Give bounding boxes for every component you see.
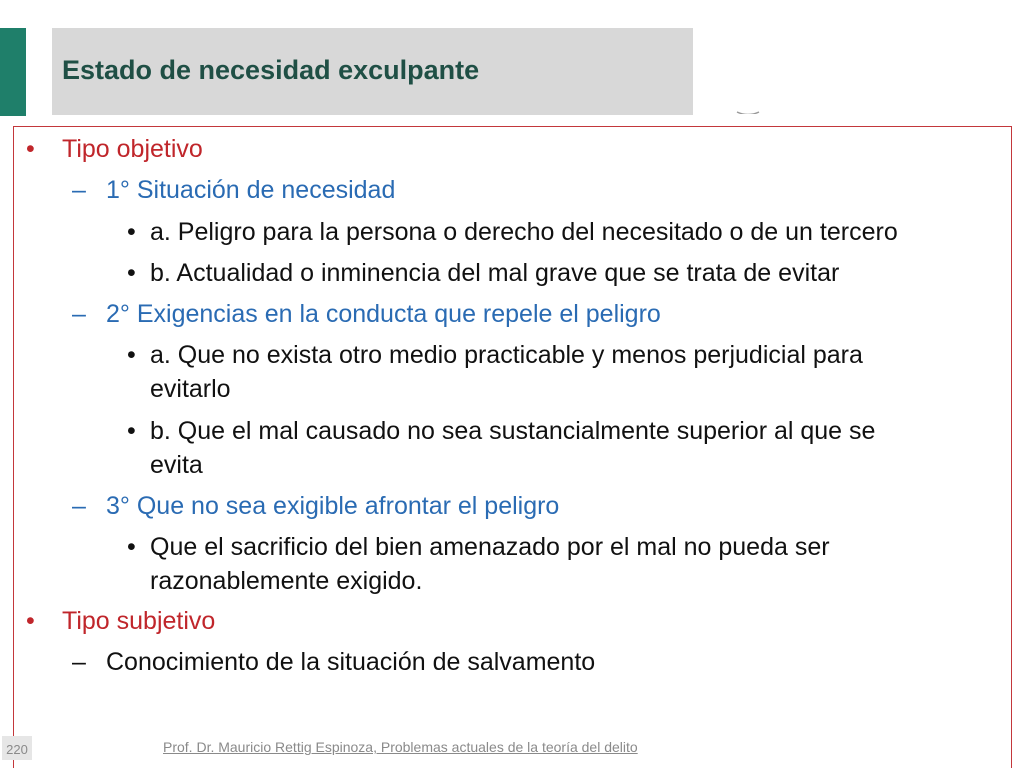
detail-text-continued: razonablemente exigido.	[150, 567, 423, 595]
page-number: 220	[2, 736, 32, 760]
bullet-marker: •	[26, 607, 35, 635]
detail-text: Que el sacrificio del bien amenazado por el mal no pueda ser	[150, 533, 830, 561]
dash-marker: –	[72, 492, 86, 520]
detail-text: b. Que el mal causado no sea sustancialmente superior al que se	[150, 417, 876, 445]
detail-text-continued: evitarlo	[150, 375, 231, 403]
detail-text: a. Que no exista otro medio practicable y menos perjudicial para	[150, 341, 863, 369]
sub-item-text: 2° Exigencias en la conducta que repele el peligro	[106, 300, 661, 328]
dash-marker: –	[72, 648, 86, 676]
dash-marker: –	[72, 300, 86, 328]
bullet-text: Tipo objetivo	[62, 135, 203, 163]
slide-title: Estado de necesidad exculpante	[62, 55, 480, 85]
detail-text: a. Peligro para la persona o derecho del necesitado o de un tercero	[150, 218, 898, 246]
bullet-marker: •	[26, 135, 35, 163]
accent-bar	[0, 28, 26, 116]
decorative-swoosh	[736, 104, 760, 114]
sub-item-text: Conocimiento de la situación de salvamento	[106, 648, 596, 676]
sub-item-text: 1° Situación de necesidad	[106, 176, 396, 204]
bullet-marker: •	[127, 533, 136, 561]
bullet-marker: •	[127, 341, 136, 369]
sub-item-text: 3° Que no sea exigible afrontar el peligro	[106, 492, 560, 520]
bullet-marker: •	[127, 259, 136, 287]
dash-marker: –	[72, 176, 86, 204]
footer-credit: Prof. Dr. Mauricio Rettig Espinoza, Problemas actuales de la teoría del delito	[163, 739, 638, 755]
detail-text-continued: evita	[150, 451, 203, 479]
bullet-marker: •	[127, 417, 136, 445]
detail-text: b. Actualidad o inminencia del mal grave que se trata de evitar	[150, 259, 840, 287]
bullet-marker: •	[127, 218, 136, 246]
bullet-text: Tipo subjetivo	[62, 607, 216, 635]
